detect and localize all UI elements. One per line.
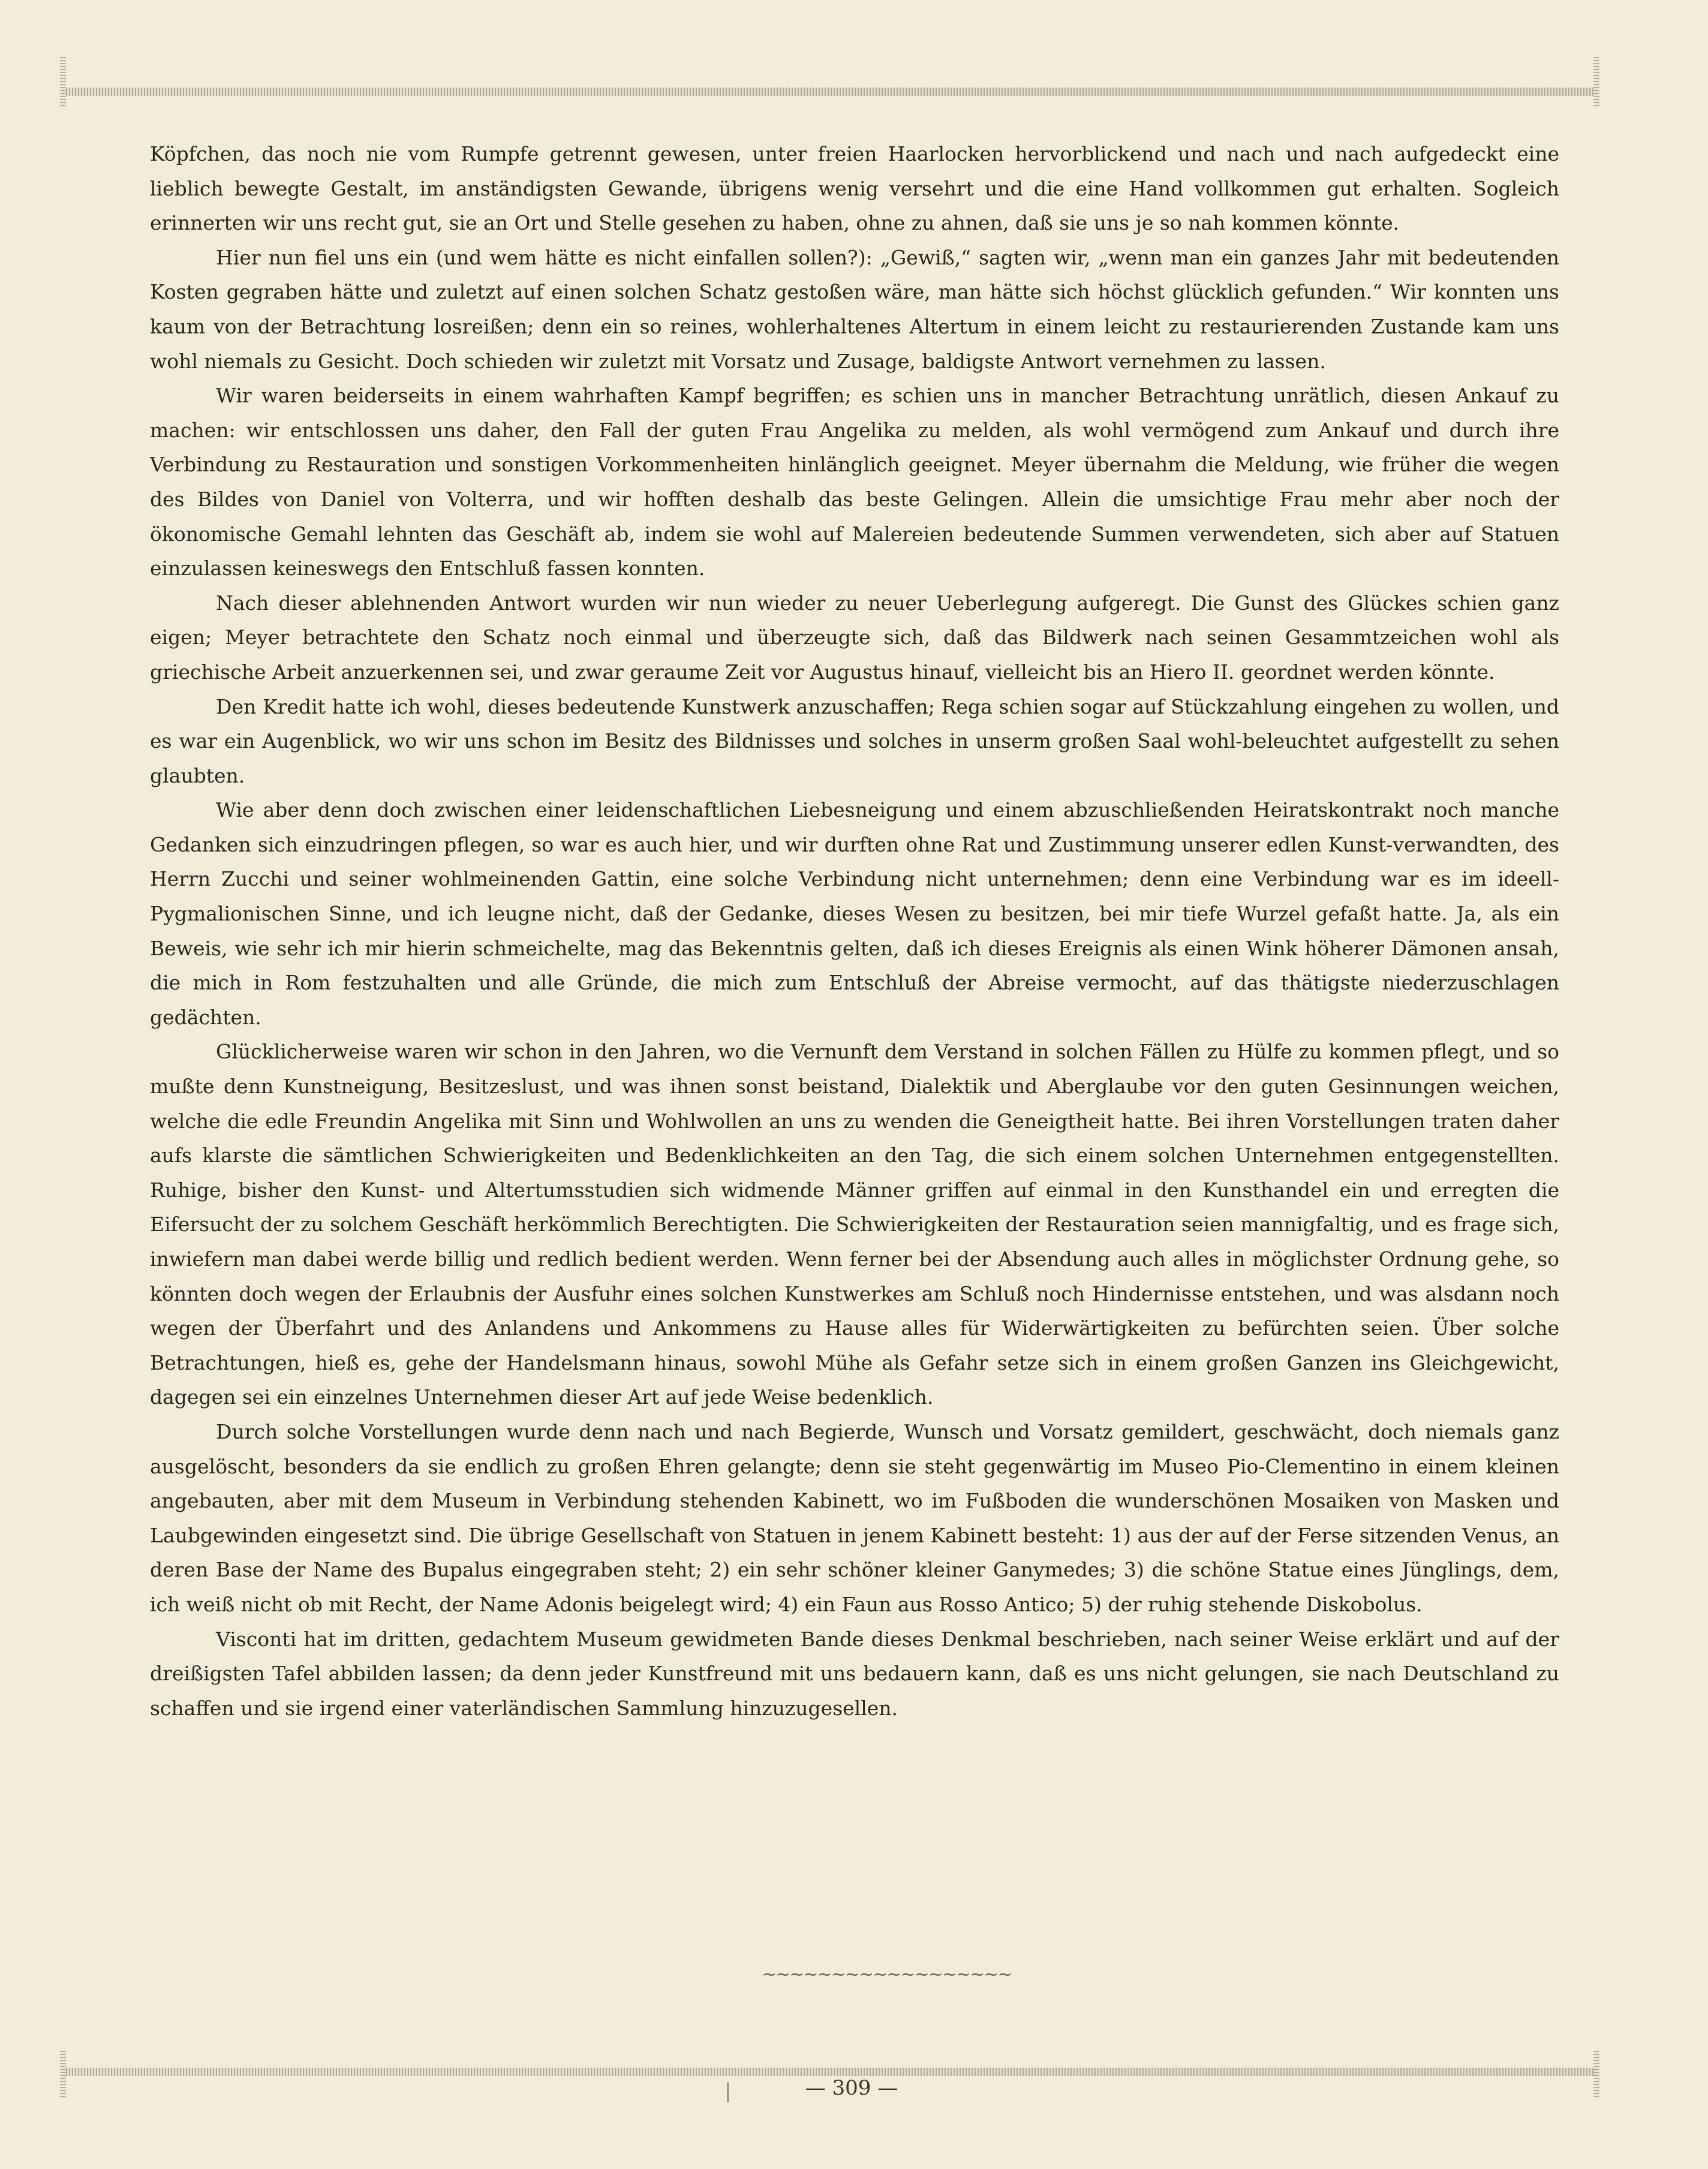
paragraph-1: Köpfchen, das noch nie vom Rumpfe getrennt gewesen, unter freien Haarlocken hervorblickend und nach und nach aufgedeckt eine lieblich bewegte Gestalt, im anständigsten Gewande, übrigens wenig versehrt und die eine Hand vollkommen gut erhalten. Sogleich erinnerten wir uns recht gut, sie an Ort und Stelle gesehen zu haben, ohne zu ahnen, daß sie uns je so nah kommen könnte. bbox=[150, 142, 1559, 235]
paragraph-7: Glücklicherweise waren wir schon in den Jahren, wo die Vernunft dem Verstand in solchen Fällen zu Hülfe zu kommen pflegt, und so mußte denn Kunstneigung, Besitzeslust, und was ihnen sonst beistand, Dialektik und Aberglaube vor den guten Gesinnungen weichen, welche die edle Freundin Angelika mit Sinn und Wohlwollen an uns zu wenden die Geneigtheit hatte. Bei ihren Vorstellungen traten daher aufs klarste die sämtlichen Schwierigkeiten und Bedenklichkeiten an den Tag, die sich einem solchen Unternehmen entgegenstellten. Ruhige, bisher den Kunst- und Altertumsstudien sich widmende Männer griffen auf einmal in den Kunsthandel ein und erregten die Eifersucht der zu solchem Geschäft herkömmlich Berechtigten. Die Schwierigkeiten der Restauration seien mannigfaltig, und es frage sich, inwiefern man dabei werde billig und redlich bedient werden. Wenn ferner bei der Absendung auch alles in möglichster Ordnung gehe, so könnten doch wegen der Erlaubnis der Ausfuhr eines solchen Kunstwerkes am Schluß noch Hindernisse entstehen, und was alsdann noch wegen der Überfahrt und des Anlandens und Ankommens zu Hause alles für Widerwärtigkeiten zu befürchten seien. Über solche Betrachtungen, hieß es, gehe der Handelsmann hinaus, sowohl Mühe als Gefahr setze sich in einem großen Ganzen ins Gleichgewicht, dagegen sei ein einzelnes Unternehmen dieser Art auf jede Weise bedenklich. bbox=[150, 1040, 1559, 1409]
paragraph-3: Wir waren beiderseits in einem wahrhaften Kampf begriffen; es schien uns in mancher Betrachtung unrätlich, diesen Ankauf zu machen: wir entschlossen uns daher, den Fall der guten Frau Angelika zu melden, als wohl vermögend zum Ankauf und durch ihre Verbindung zu Restauration und sonstigen Vorkommenheiten hinlänglich geeignet. Meyer übernahm die Meldung, wie früher die wegen des Bildes von Daniel von Volterra, und wir hofften deshalb das beste Gelingen. Allein die umsichtige Frau mehr aber noch der ökonomische Gemahl lehnten das Geschäft ab, indem sie wohl auf Malereien bedeutende Summen verwendeten, sich aber auf Statuen einzulassen keineswegs den Entschluß fassen konnten. bbox=[150, 384, 1559, 580]
paragraph-4: Nach dieser ablehnenden Antwort wurden wir nun wieder zu neuer Ueberlegung aufgeregt. Die Gunst des Glückes schien ganz eigen; Meyer betrachtete den Schatz noch einmal und überzeugte sich, daß das Bildwerk nach seinen Gesammtzeichen wohl als griechische Arbeit anzuerkennen sei, und zwar geraume Zeit vor Augustus hinauf, vielleicht bis an Hiero II. geordnet werden könnte. bbox=[150, 591, 1559, 684]
paragraph-8: Durch solche Vorstellungen wurde denn nach und nach Begierde, Wunsch und Vorsatz gemildert, geschwächt, doch niemals ganz ausgelöscht, besonders da sie endlich zu großen Ehren gelangte; denn sie steht gegenwärtig im Museo Pio-Clementino in einem kleinen angebauten, aber mit dem Museum in Verbindung stehenden Kabinett, wo im Fußboden die wunderschönen Mosaiken von Masken und Laubgewinden eingesetzt sind. Die übrige Gesellschaft von Statuen in jenem Kabinett besteht: 1) aus der auf der Ferse sitzenden Venus, an deren Base der Name des Bupalus eingegraben steht; 2) ein sehr schöner kleiner Ganymedes; 3) die schöne Statue eines Jünglings, dem, ich weiß nicht ob mit Recht, der Name Adonis beigelegt wird; 4) ein Faun aus Rosso Antico; 5) der ruhig stehende Diskobolus. bbox=[150, 1419, 1559, 1616]
bottom-border-rule bbox=[63, 2068, 1598, 2076]
margin-mark: | bbox=[724, 2079, 732, 2103]
top-left-corner-mark bbox=[60, 57, 66, 108]
body-text bbox=[150, 137, 1559, 1725]
top-right-corner-mark bbox=[1593, 57, 1599, 108]
wavy-ornament: ~~~~~~~~~~~~~~~~~~ bbox=[762, 1964, 1012, 1985]
paragraph-2: Hier nun fiel uns ein (und wem hätte es nicht einfallen sollen?): „Gewiß,“ sagten wir, „wenn man ein ganzes Jahr mit bedeutenden Kosten gegraben hätte und zuletzt auf einen solchen Schatz gestoßen wäre, man hätte sich höchst glücklich gefunden.“ Wir konnten uns kaum von der Betrachtung losreißen; denn ein so reines, wohlerhaltenes Altertum in einem leicht zu restaurierenden Zustande kam uns wohl niemals zu Gesicht. Doch schieden wir zuletzt mit Vorsatz und Zusage, baldigste Antwort vernehmen zu lassen. bbox=[150, 245, 1559, 373]
paragraph-9: Visconti hat im dritten, gedachtem Museum gewidmeten Bande dieses Denkmal beschrieben, nach seiner Weise erklärt und auf der dreißigsten Tafel abbilden lassen; da denn jeder Kunstfreund mit uns bedauern kann, daß es uns nicht gelungen, sie nach Deutschland zu schaffen und sie irgend einer vaterländischen Sammlung hinzuzugesellen. bbox=[150, 1627, 1559, 1720]
top-border-rule bbox=[63, 88, 1598, 96]
page-number: — 309 — bbox=[805, 2076, 898, 2100]
paragraph-5: Den Kredit hatte ich wohl, dieses bedeutende Kunstwerk anzuschaffen; Rega schien sogar auf Stückzahlung eingehen zu wollen, und es war ein Augenblick, wo wir uns schon im Besitz des Bildnisses und solches in unserm großen Saal wohl-beleuchtet aufgestellt zu sehen glaubten. bbox=[150, 694, 1559, 787]
paragraph-6: Wie aber denn doch zwischen einer leidenschaftlichen Liebesneigung und einem abzuschließenden Heiratskontrakt noch manche Gedanken sich einzudringen pflegen, so war es auch hier, und wir durften ohne Rat und Zustimmung unserer edlen Kunst-verwandten, des Herrn Zucchi und seiner wohlmeinenden Gattin, eine solche Verbindung nicht unternehmen; denn eine Verbindung war es im ideell-Pygmalionischen Sinne, und ich leugne nicht, daß der Gedanke, dieses Wesen zu besitzen, bei mir tiefe Wurzel gefaßt hatte. Ja, als ein Beweis, wie sehr ich mir hierin schmeichelte, mag das Bekenntnis gelten, daß ich dieses Ereignis als einen Wink höherer Dämonen ansah, die mich in Rom festzuhalten und alle Gründe, die mich zum Entschluß der Abreise vermocht, auf das thätigste niederzuschlagen gedächten. bbox=[150, 798, 1559, 1029]
bottom-right-corner-mark bbox=[1593, 2051, 1599, 2099]
bottom-left-corner-mark bbox=[60, 2051, 66, 2099]
